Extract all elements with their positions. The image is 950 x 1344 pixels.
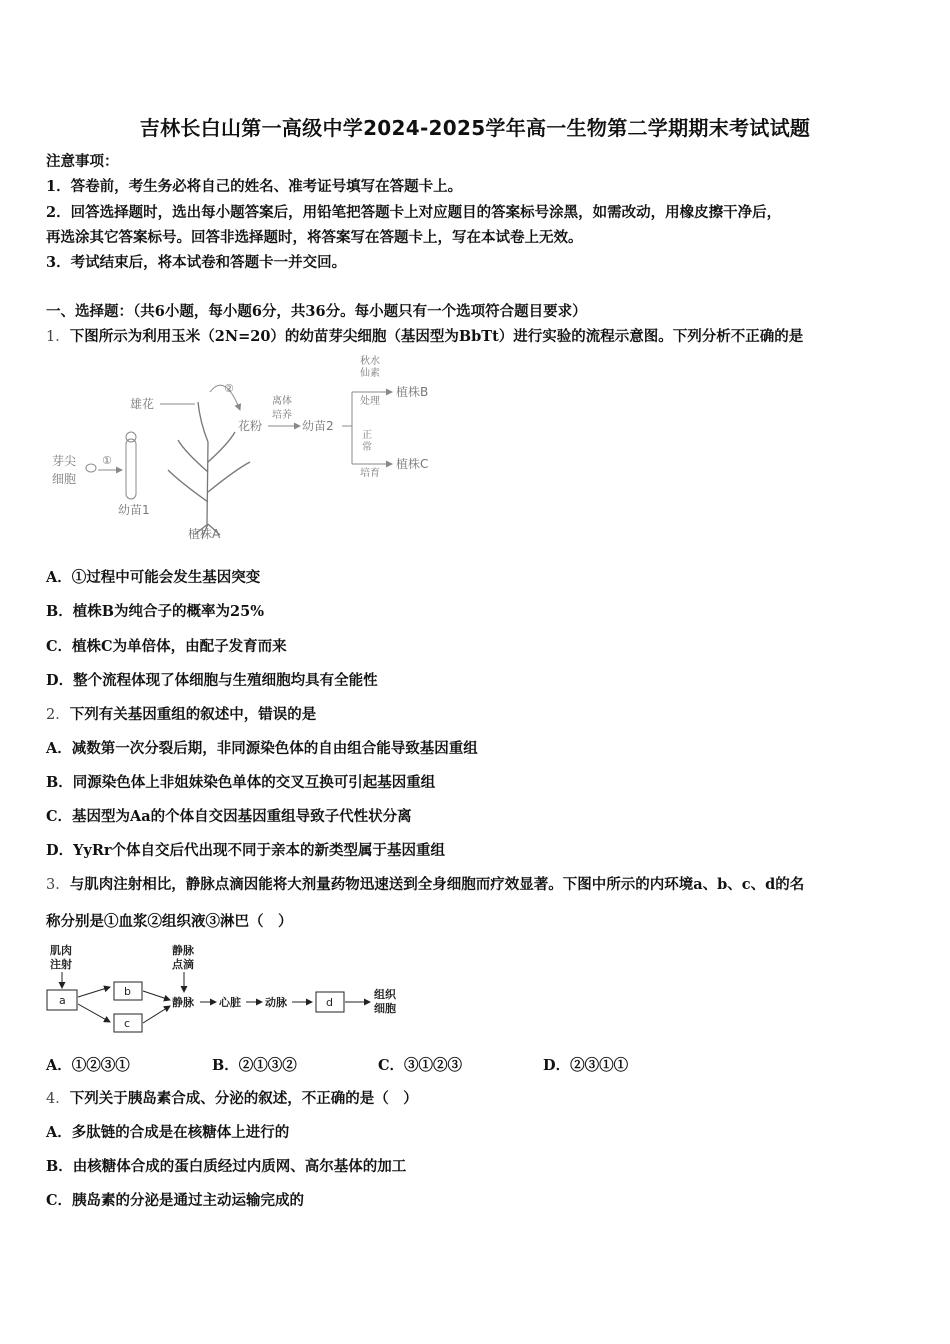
heart-label: 心脏 bbox=[219, 996, 241, 1009]
notice-item: 1．答卷前，考生务必将自己的姓名、准考证号填写在答题卡上。 bbox=[46, 178, 463, 195]
option-item: B．由核糖体合成的蛋白质经过内质网、高尔基体的加工 bbox=[46, 1158, 407, 1175]
question-text: 下列有关基因重组的叙述中，错误的是 bbox=[69, 706, 317, 723]
option-item: A．多肽链的合成是在核糖体上进行的 bbox=[46, 1124, 290, 1141]
box-a-label: a bbox=[59, 994, 66, 1007]
question-number: 1． bbox=[46, 329, 70, 345]
option-item: C．③①②③ bbox=[378, 1057, 463, 1074]
test-tube-shape bbox=[126, 439, 136, 499]
normal-culture-label: 常 bbox=[362, 442, 372, 453]
option-item: B．植株B为纯合子的概率为25% bbox=[46, 603, 264, 620]
pollen-label: 花粉 bbox=[238, 419, 263, 433]
box-c-label: c bbox=[124, 1017, 131, 1030]
tissue-cell-label: 组织 bbox=[374, 988, 396, 1001]
option-item: D．YyRr个体自交后代出现不同于亲本的新类型属于基因重组 bbox=[46, 842, 446, 859]
box-d-label: d bbox=[326, 996, 333, 1009]
plant-c-label: 植株C bbox=[396, 457, 429, 471]
step-1-label: ① bbox=[102, 454, 112, 467]
seedling-1-label: 幼苗1 bbox=[118, 503, 150, 517]
box-b-label: b bbox=[124, 985, 131, 998]
option-item: A．减数第一次分裂后期，非同源染色体的自由组合能导致基因重组 bbox=[46, 740, 478, 757]
colchicine-label: 仙素 bbox=[360, 368, 380, 379]
plant-b-label: 植株B bbox=[396, 385, 429, 399]
notice-item: 3．考试结束后，将本试卷和答题卡一并交回。 bbox=[46, 254, 347, 271]
muscle-injection-label: 肌肉 bbox=[50, 944, 72, 957]
notice-item: 2．回答选择题时，选出每小题答案后，用铅笔把答题卡上对应题目的答案标号涂黑，如需改动，用橡皮擦干净后， bbox=[46, 204, 782, 221]
colchicine-label: 处理 bbox=[360, 396, 380, 407]
bud-cell-label: 芽尖 bbox=[52, 454, 77, 468]
iv-drip-label: 点滴 bbox=[172, 958, 194, 971]
corn-experiment-diagram bbox=[50, 352, 450, 547]
option-item: C．植株C为单倍体，由配子发育而来 bbox=[46, 638, 287, 655]
question-text: 下图所示为利用玉米（2N=20）的幼苗芽尖细胞（基因型为BbTt）进行实验的流程示意图。下列分析不正确的是 bbox=[69, 328, 804, 345]
question-text: 与肌肉注射相比，静脉点滴因能将大剂量药物迅速送到全身细胞而疗效显著。下图中所示的内环境a、b、c、d的名 bbox=[69, 876, 805, 893]
cell-shape bbox=[86, 464, 96, 472]
male-flower-label: 雄花 bbox=[130, 397, 155, 411]
question-3-stem-cont: 称分别是①血浆②组织液③淋巴（ ） bbox=[46, 913, 293, 930]
bud-cell-label: 细胞 bbox=[52, 472, 77, 486]
notice-item: 再选涂其它答案标号。回答非选择题时，将答案写在答题卡上，写在本试卷上无效。 bbox=[46, 229, 583, 246]
tissue-cell-label: 细胞 bbox=[374, 1002, 396, 1015]
step-2-label: ② bbox=[224, 382, 234, 395]
body-fluid-diagram bbox=[44, 942, 414, 1037]
option-item: B．同源染色体上非姐妹染色单体的交叉互换可引起基因重组 bbox=[46, 774, 436, 791]
question-number: 2． bbox=[46, 707, 70, 723]
artery-label: 动脉 bbox=[265, 996, 287, 1009]
option-item: B．②①③② bbox=[212, 1057, 297, 1074]
notice-heading: 注意事项： bbox=[46, 153, 119, 170]
question-4-stem bbox=[46, 1089, 418, 1109]
culture-label: 离体 bbox=[272, 396, 292, 407]
option-item: C．基因型为Aa的个体自交因基因重组导致子代性状分离 bbox=[46, 808, 412, 825]
culture-label: 培养 bbox=[272, 410, 292, 421]
question-number: 3． bbox=[46, 877, 70, 893]
question-number: 4． bbox=[46, 1091, 70, 1107]
option-item: A．①②③① bbox=[46, 1057, 130, 1074]
vein-label: 静脉 bbox=[172, 996, 194, 1009]
section-heading: 一、选择题：（共6小题，每小题6分，共36分。每小题只有一个选项符合题目要求） bbox=[46, 303, 587, 320]
question-1-stem bbox=[46, 327, 803, 347]
exam-title: 吉林长白山第一高级中学2024-2025学年高一生物第二学期期末考试试题 bbox=[139, 116, 811, 140]
question-2-stem bbox=[46, 705, 316, 725]
iv-drip-label: 静脉 bbox=[172, 944, 194, 957]
option-item: C．胰岛素的分泌是通过主动运输完成的 bbox=[46, 1192, 305, 1209]
question-text: 下列关于胰岛素合成、分泌的叙述，不正确的是（ ） bbox=[69, 1090, 418, 1107]
plant-a-label: 植株A bbox=[188, 527, 221, 541]
seedling-2-label: 幼苗2 bbox=[302, 419, 334, 433]
option-item: A．①过程中可能会发生基因突变 bbox=[46, 569, 261, 586]
normal-culture-label: 正 bbox=[362, 430, 372, 441]
muscle-injection-label: 注射 bbox=[50, 958, 72, 971]
normal-culture-label: 培育 bbox=[360, 468, 380, 479]
option-item: D．整个流程体现了体细胞与生殖细胞均具有全能性 bbox=[46, 672, 378, 689]
colchicine-label: 秋水 bbox=[360, 356, 380, 367]
option-item: D．②③①① bbox=[543, 1057, 629, 1074]
question-3-stem bbox=[46, 875, 804, 895]
